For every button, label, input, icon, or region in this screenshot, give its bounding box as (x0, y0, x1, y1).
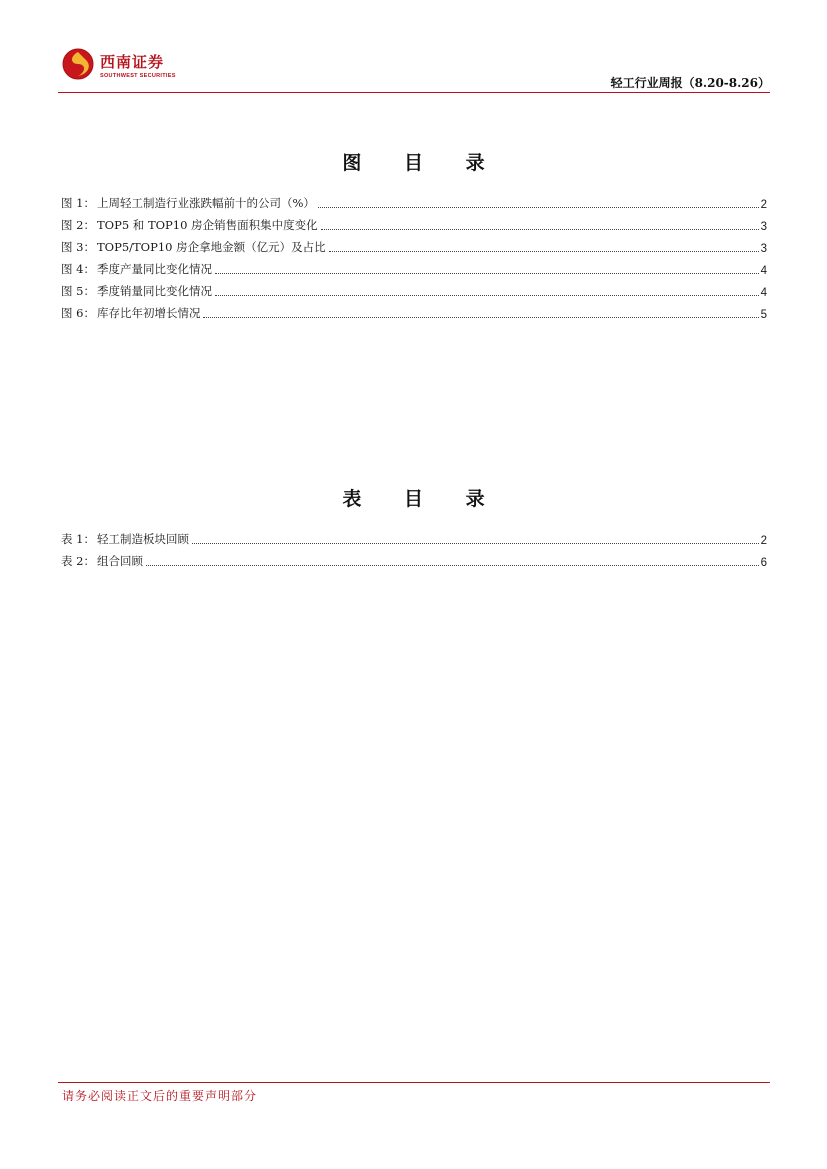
dot-leader (329, 251, 759, 252)
table-toc-entry-label: 表 2： (61, 554, 95, 568)
figure-toc-entry-title: TOP5/TOP10 房企拿地金额（亿元）及占比 (96, 240, 326, 254)
figure-toc-entry-label: 图 2： (61, 218, 95, 232)
figure-toc-entry-label: 图 6： (61, 306, 95, 320)
table-toc-entry[interactable] (61, 525, 767, 547)
footer-disclaimer: 请务必阅读正文后的重要声明部分 (62, 1089, 258, 1103)
figure-toc-entry-label: 图 4： (61, 262, 95, 276)
dot-leader (215, 273, 759, 274)
header-divider (58, 92, 770, 93)
table-toc-entry-title: 轻工制造板块回顾 (96, 532, 189, 546)
figure-toc-entry-label: 图 5： (61, 284, 95, 298)
dot-leader (146, 565, 759, 566)
dot-leader (192, 543, 759, 544)
dot-leader (203, 317, 758, 318)
footer-divider (58, 1082, 770, 1083)
figure-toc-entry[interactable] (61, 211, 767, 233)
southwest-securities-logo-icon (62, 48, 94, 80)
dot-leader (318, 207, 759, 208)
figure-toc-entry-page: 3 (760, 221, 767, 233)
table-toc-entry-title: 组合回顾 (96, 554, 143, 568)
figure-toc-entry-label: 图 3： (61, 240, 95, 254)
figure-toc-entry[interactable] (61, 233, 767, 255)
tables-toc-heading: 表 目 录 (342, 488, 503, 510)
table-toc-entry-label: 表 1： (61, 532, 95, 546)
figure-toc-entry-label: 图 1： (61, 196, 95, 210)
figure-toc-entry-title: 季度产量同比变化情况 (96, 262, 212, 276)
figure-toc-entry-page: 3 (760, 243, 767, 255)
figure-toc-entry-title: 季度销量同比变化情况 (96, 284, 212, 298)
figures-toc-list (61, 189, 767, 321)
figure-toc-entry-page: 5 (760, 309, 767, 321)
report-title: 轻工行业周报（8.20-8.26） (610, 76, 770, 90)
page-header (58, 44, 770, 92)
logo-text-en: SOUTHWEST SECURITIES (100, 73, 176, 79)
figure-toc-entry-title: 上周轻工制造行业涨跌幅前十的公司（%） (96, 196, 315, 210)
company-logo (62, 48, 182, 86)
table-toc-entry[interactable] (61, 547, 767, 569)
figure-toc-entry-page: 4 (760, 265, 767, 277)
figure-toc-entry[interactable] (61, 189, 767, 211)
figure-toc-entry[interactable] (61, 299, 767, 321)
table-toc-entry-page: 6 (760, 557, 767, 569)
figure-toc-entry-page: 2 (760, 199, 767, 211)
table-toc-entry-page: 2 (760, 535, 767, 547)
logo-text-cn: 西南证券 (100, 53, 165, 71)
dot-leader (321, 229, 759, 230)
figures-toc-heading: 图 目 录 (342, 152, 503, 174)
figure-toc-entry-title: TOP5 和 TOP10 房企销售面积集中度变化 (96, 218, 318, 232)
tables-toc-list (61, 525, 767, 569)
dot-leader (215, 295, 759, 296)
figure-toc-entry-page: 4 (760, 287, 767, 299)
figure-toc-entry[interactable] (61, 277, 767, 299)
figure-toc-entry[interactable] (61, 255, 767, 277)
figure-toc-entry-title: 库存比年初增长情况 (96, 306, 201, 320)
